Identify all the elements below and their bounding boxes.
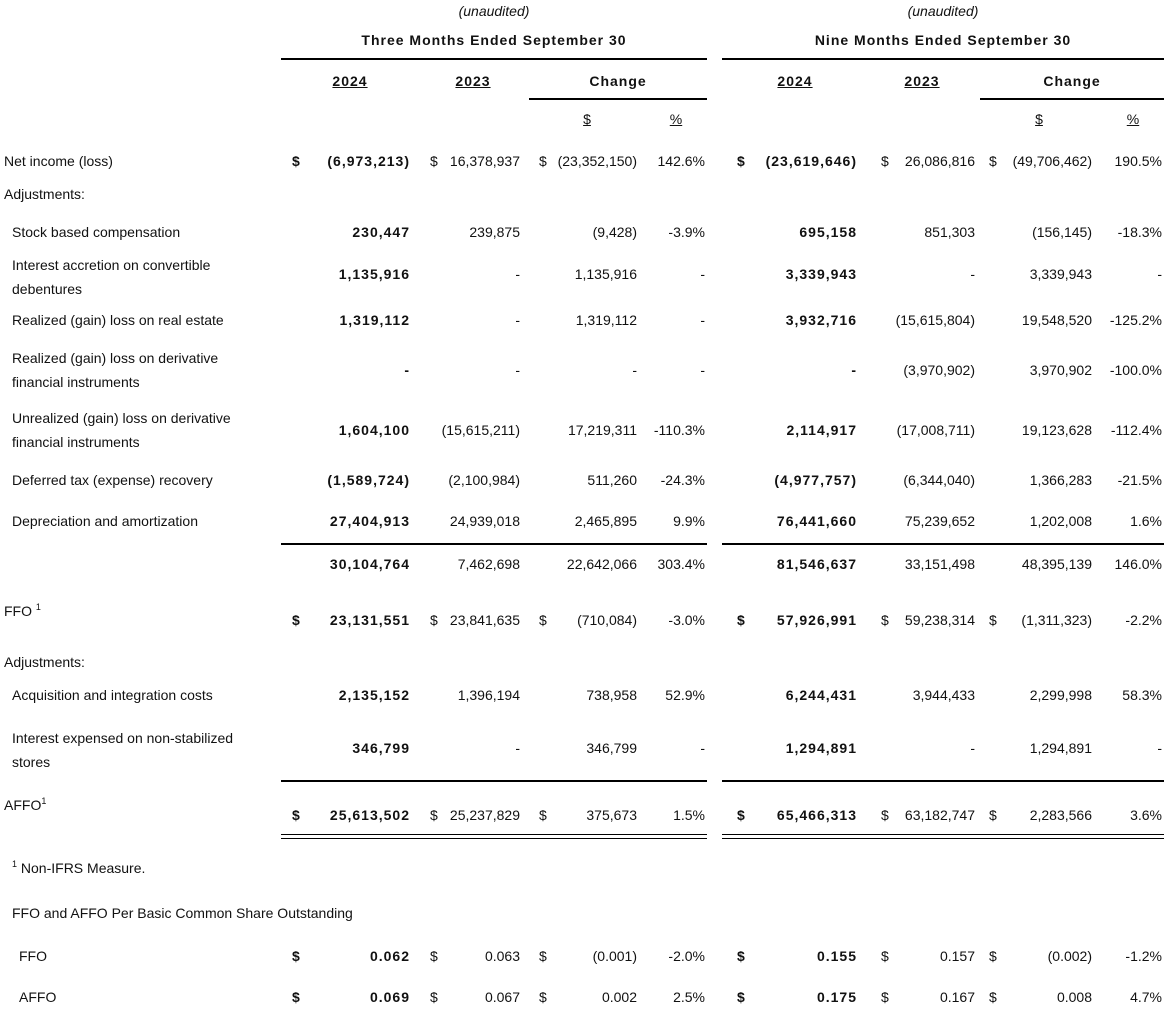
dollar-sign-net-income-4: $	[737, 153, 746, 169]
cell-deferred-tax-2: 511,260	[587, 472, 637, 488]
dollar-sign-affo-4: $	[737, 807, 746, 823]
cell-unrealized-deriv-7: -112.4%	[1110, 422, 1162, 438]
cell-affo-0: 25,613,502	[329, 807, 410, 823]
dollar-sign-ffo-1: $	[430, 612, 438, 628]
cell-interest-accretion-0: 1,135,916	[338, 266, 410, 282]
dollar-sign-affo-5: $	[881, 807, 889, 823]
dollar-sign-ps-affo-5: $	[881, 989, 889, 1005]
cell-interest-nonstab-2: 346,799	[586, 740, 637, 756]
cell-ps-ffo-6: (0.002)	[1047, 948, 1092, 964]
cell-acquisition-6: 2,299,998	[1029, 687, 1092, 703]
cell-ps-ffo-0: 0.062	[369, 948, 410, 964]
row-label-realized-deriv: Realized (gain) loss on derivative financial instruments	[12, 350, 219, 390]
cell-affo-2: 375,673	[586, 807, 637, 823]
cell-interest-nonstab-3: -	[700, 740, 705, 756]
dollar-sign-ps-ffo-5: $	[881, 948, 889, 964]
cell-net-income-1: 16,378,937	[449, 153, 520, 169]
total-double-rule-three	[281, 834, 707, 839]
dollar-sign-affo-6: $	[989, 807, 997, 823]
cell-subtotal-5: 33,151,498	[904, 556, 975, 572]
cell-depreciation-7: 1.6%	[1130, 513, 1162, 529]
cell-realized-re-5: (15,615,804)	[895, 312, 975, 328]
col-change-nine: Change	[1043, 73, 1101, 89]
cell-depreciation-1: 24,939,018	[449, 513, 520, 529]
row-label-adjustments-2: Adjustments:	[4, 654, 85, 670]
cell-interest-accretion-1: -	[515, 266, 520, 282]
cell-affo-1: 25,237,829	[449, 807, 520, 823]
cell-ps-affo-2: 0.002	[601, 989, 637, 1005]
cell-ffo-7: -2.2%	[1125, 612, 1162, 628]
row-label-ps-affo: AFFO	[19, 989, 57, 1005]
cell-interest-nonstab-1: -	[515, 740, 520, 756]
unaudited-note-three: (unaudited)	[458, 3, 530, 19]
cell-ffo-5: 59,238,314	[904, 612, 975, 628]
total-double-rule-nine	[722, 834, 1164, 839]
cell-realized-deriv-0: -	[404, 362, 410, 378]
cell-subtotal-4: 81,546,637	[776, 556, 857, 572]
cell-realized-re-7: -125.2%	[1109, 312, 1162, 328]
cell-net-income-2: (23,352,150)	[557, 153, 637, 169]
nine-months-rule	[722, 58, 1164, 60]
cell-ffo-6: (1,311,323)	[1021, 612, 1092, 628]
cell-deferred-tax-7: -21.5%	[1117, 472, 1162, 488]
row-label-interest-nonstab: Interest expensed on non-stabilized stores	[12, 730, 234, 770]
cell-ps-affo-4: 0.175	[816, 989, 857, 1005]
col-percent-three: %	[669, 111, 683, 127]
cell-deferred-tax-6: 1,366,283	[1029, 472, 1092, 488]
dollar-sign-ps-affo-2: $	[539, 989, 547, 1005]
cell-stock-comp-3: -3.9%	[668, 224, 705, 240]
cell-realized-deriv-2: -	[632, 362, 637, 378]
cell-acquisition-2: 738,958	[586, 687, 637, 703]
cell-ps-affo-3: 2.5%	[673, 989, 705, 1005]
cell-net-income-4: (23,619,646)	[765, 153, 857, 169]
cell-stock-comp-7: -18.3%	[1117, 224, 1162, 240]
footnote: $^1$ Non-IFRS Measure.	[12, 859, 146, 876]
cell-ps-ffo-4: 0.155	[816, 948, 857, 964]
cell-subtotal-1: 7,462,698	[457, 556, 520, 572]
per-share-title: FFO and AFFO Per Basic Common Share Outstanding	[12, 905, 353, 921]
cell-realized-deriv-3: -	[700, 362, 705, 378]
dollar-sign-ffo-5: $	[881, 612, 889, 628]
row-label-deferred-tax: Deferred tax (expense) recovery	[12, 472, 213, 488]
cell-realized-re-1: -	[515, 312, 520, 328]
cell-affo-7: 3.6%	[1130, 807, 1162, 823]
cell-interest-nonstab-0: 346,799	[352, 740, 410, 756]
cell-stock-comp-1: 239,875	[469, 224, 520, 240]
cell-realized-deriv-6: 3,970,902	[1029, 362, 1092, 378]
dollar-sign-net-income-5: $	[881, 153, 889, 169]
dollar-sign-ps-affo-1: $	[430, 989, 438, 1005]
cell-acquisition-5: 3,944,433	[912, 687, 975, 703]
cell-deferred-tax-0: (1,589,724)	[327, 472, 410, 488]
three-months-heading: Three Months Ended September 30	[361, 32, 627, 48]
cell-acquisition-7: 58.3%	[1122, 687, 1162, 703]
cell-net-income-0: (6,973,213)	[327, 153, 410, 169]
dollar-sign-net-income-0: $	[292, 153, 301, 169]
cell-subtotal-7: 146.0%	[1114, 556, 1162, 572]
cell-net-income-5: 26,086,816	[904, 153, 975, 169]
cell-unrealized-deriv-6: 19,123,628	[1021, 422, 1092, 438]
cell-realized-deriv-1: -	[515, 362, 520, 378]
cell-realized-re-3: -	[700, 312, 705, 328]
cell-depreciation-4: 76,441,660	[776, 513, 857, 529]
col-2023-nine: 2023	[904, 73, 940, 89]
cell-subtotal-2: 22,642,066	[566, 556, 637, 572]
col-2023-three: 2023	[455, 73, 491, 89]
cell-ffo-0: 23,131,551	[329, 612, 410, 628]
cell-acquisition-1: 1,396,194	[457, 687, 520, 703]
cell-interest-accretion-3: -	[700, 266, 705, 282]
cell-stock-comp-4: 695,158	[799, 224, 857, 240]
cell-acquisition-4: 6,244,431	[785, 687, 857, 703]
cell-unrealized-deriv-4: 2,114,917	[786, 422, 857, 438]
row-label-unrealized-deriv: Unrealized (gain) loss on derivative financial instruments	[12, 410, 231, 450]
row-label-net-income: Net income (loss)	[4, 153, 113, 169]
dollar-sign-ffo-4: $	[737, 612, 746, 628]
cell-affo-5: 63,182,747	[904, 807, 975, 823]
row-label-stock-comp: Stock based compensation	[12, 224, 181, 240]
dollar-sign-ps-ffo-4: $	[737, 948, 746, 964]
col-dollar-three: $	[583, 111, 591, 127]
cell-deferred-tax-3: -24.3%	[660, 472, 705, 488]
col-2024-nine: 2024	[777, 73, 813, 89]
cell-unrealized-deriv-1: (15,615,211)	[441, 422, 520, 438]
cell-interest-accretion-5: -	[970, 266, 975, 282]
cell-ffo-2: (710,084)	[577, 612, 637, 628]
cell-interest-nonstab-7: -	[1157, 740, 1162, 756]
cell-ps-affo-0: 0.069	[369, 989, 410, 1005]
cell-subtotal-0: 30,104,764	[329, 556, 410, 572]
dollar-sign-ps-affo-0: $	[292, 989, 301, 1005]
row-label-interest-accretion: Interest accretion on convertible debentures	[12, 257, 211, 297]
cell-ps-ffo-3: -2.0%	[668, 948, 705, 964]
cell-unrealized-deriv-3: -110.3%	[653, 422, 705, 438]
dollar-sign-affo-1: $	[430, 807, 438, 823]
cell-depreciation-3: 9.9%	[673, 513, 705, 529]
cell-subtotal-6: 48,395,139	[1021, 556, 1092, 572]
dollar-sign-net-income-1: $	[430, 153, 438, 169]
cell-stock-comp-5: 851,303	[924, 224, 975, 240]
cell-ps-ffo-7: -1.2%	[1125, 948, 1162, 964]
unaudited-note-nine: (unaudited)	[907, 3, 979, 19]
cell-ps-ffo-2: (0.001)	[592, 948, 637, 964]
nine-months-heading: Nine Months Ended September 30	[814, 32, 1072, 48]
cell-interest-accretion-2: 1,135,916	[574, 266, 637, 282]
affo-rule-nine	[722, 780, 1164, 782]
col-2024-three: 2024	[332, 73, 368, 89]
cell-unrealized-deriv-0: 1,604,100	[338, 422, 410, 438]
cell-affo-3: 1.5%	[673, 807, 705, 823]
cell-ffo-4: 57,926,991	[776, 612, 857, 628]
cell-depreciation-2: 2,465,895	[574, 513, 637, 529]
three-months-rule	[281, 58, 707, 60]
cell-deferred-tax-1: (2,100,984)	[448, 472, 520, 488]
cell-ps-affo-6: 0.008	[1056, 989, 1092, 1005]
cell-realized-deriv-5: (3,970,902)	[903, 362, 975, 378]
cell-interest-nonstab-6: 1,294,891	[1029, 740, 1092, 756]
cell-acquisition-0: 2,135,152	[338, 687, 410, 703]
dollar-sign-ffo-0: $	[292, 612, 301, 628]
cell-realized-deriv-7: -100.0%	[1109, 362, 1162, 378]
cell-ffo-3: -3.0%	[668, 612, 705, 628]
cell-net-income-3: 142.6%	[657, 153, 705, 169]
cell-interest-nonstab-5: -	[970, 740, 975, 756]
cell-depreciation-0: 27,404,913	[329, 513, 410, 529]
change-rule-three	[529, 98, 707, 100]
cell-ps-affo-7: 4.7%	[1130, 989, 1162, 1005]
cell-stock-comp-2: (9,428)	[592, 224, 637, 240]
cell-stock-comp-0: 230,447	[352, 224, 410, 240]
dollar-sign-affo-0: $	[292, 807, 301, 823]
cell-interest-accretion-7: -	[1157, 266, 1162, 282]
cell-interest-nonstab-4: 1,294,891	[785, 740, 857, 756]
cell-interest-accretion-4: 3,339,943	[785, 266, 857, 282]
cell-realized-re-0: 1,319,112	[339, 312, 410, 328]
cell-stock-comp-6: (156,145)	[1032, 224, 1092, 240]
dollar-sign-ps-ffo-2: $	[539, 948, 547, 964]
dollar-sign-ps-affo-4: $	[737, 989, 746, 1005]
cell-net-income-6: (49,706,462)	[1012, 153, 1092, 169]
cell-subtotal-3: 303.4%	[657, 556, 705, 572]
cell-unrealized-deriv-2: 17,219,311	[567, 422, 637, 438]
cell-affo-4: 65,466,313	[776, 807, 857, 823]
cell-net-income-7: 190.5%	[1114, 153, 1162, 169]
cell-depreciation-6: 1,202,008	[1029, 513, 1092, 529]
row-label-realized-re: Realized (gain) loss on real estate	[12, 312, 224, 328]
row-label-adjustments: Adjustments:	[4, 186, 85, 202]
dollar-sign-ffo-6: $	[989, 612, 997, 628]
cell-realized-re-4: 3,932,716	[785, 312, 857, 328]
cell-depreciation-5: 75,239,652	[904, 513, 975, 529]
dollar-sign-net-income-6: $	[989, 153, 997, 169]
row-label-ps-ffo: FFO	[19, 948, 47, 964]
cell-ps-ffo-5: 0.157	[939, 948, 975, 964]
cell-realized-re-2: 1,319,112	[575, 312, 637, 328]
row-label-depreciation: Depreciation and amortization	[12, 513, 198, 529]
cell-ps-affo-5: 0.167	[939, 989, 975, 1005]
col-percent-nine: %	[1126, 111, 1140, 127]
affo-rule-three	[281, 780, 707, 782]
cell-affo-6: 2,283,566	[1029, 807, 1092, 823]
cell-realized-deriv-4: -	[851, 362, 857, 378]
dollar-sign-ffo-2: $	[539, 612, 547, 628]
dollar-sign-ps-ffo-1: $	[430, 948, 438, 964]
cell-unrealized-deriv-5: (17,008,711)	[896, 422, 975, 438]
dollar-sign-affo-2: $	[539, 807, 547, 823]
cell-ps-affo-1: 0.067	[484, 989, 520, 1005]
dollar-sign-net-income-2: $	[539, 153, 547, 169]
row-label-affo: AFFO$^1$	[4, 796, 47, 813]
dollar-sign-ps-affo-6: $	[989, 989, 997, 1005]
col-change-three: Change	[589, 73, 647, 89]
cell-ps-ffo-1: 0.063	[484, 948, 520, 964]
cell-interest-accretion-6: 3,339,943	[1029, 266, 1092, 282]
dollar-sign-ps-ffo-6: $	[989, 948, 997, 964]
cell-deferred-tax-5: (6,344,040)	[903, 472, 975, 488]
cell-deferred-tax-4: (4,977,757)	[774, 472, 857, 488]
subtotal-rule-three	[281, 543, 707, 545]
cell-acquisition-3: 52.9%	[665, 687, 705, 703]
row-label-acquisition: Acquisition and integration costs	[12, 687, 213, 703]
col-dollar-nine: $	[1035, 111, 1043, 127]
row-label-ffo: FFO $^1$	[4, 602, 41, 619]
subtotal-rule-nine	[722, 543, 1164, 545]
change-rule-nine	[980, 98, 1164, 100]
dollar-sign-ps-ffo-0: $	[292, 948, 301, 964]
cell-realized-re-6: 19,548,520	[1021, 312, 1092, 328]
cell-ffo-1: 23,841,635	[449, 612, 520, 628]
